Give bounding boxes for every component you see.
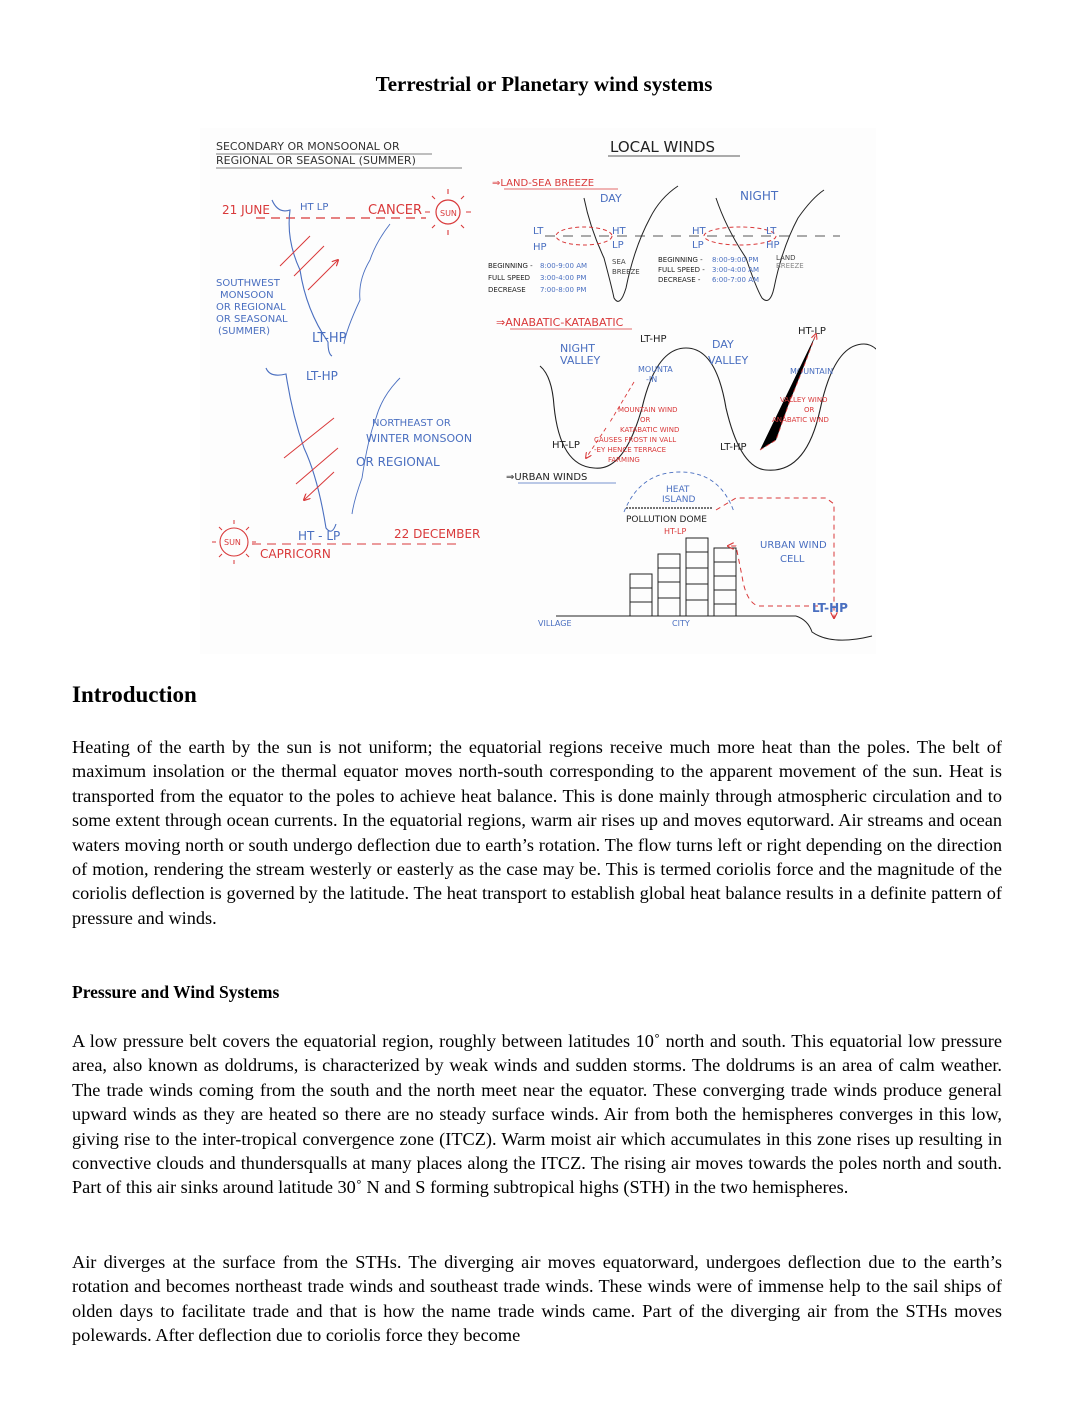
northeast-monsoon-line-2: WINTER MONSOON [366, 432, 473, 445]
night-left-bottom: LP [692, 240, 704, 251]
introduction-heading: Introduction [72, 682, 197, 707]
night-timing-value: 3:00-4:00 AM [712, 266, 760, 274]
winter-land-pressure: LT-HP [306, 369, 338, 383]
night-timing-value: 8:00-9:00 PM [712, 256, 759, 264]
valley-pressure-1: HT-LP [552, 440, 580, 451]
anabatic-katabatic-heading: ⇒ANABATIC-KATABATIC [496, 316, 624, 329]
monsoon-heading-line1: SECONDARY OR MONSOONAL OR [216, 140, 400, 153]
page-title: Terrestrial or Planetary wind systems [375, 72, 713, 96]
summer-land-pressure: LT-HP [312, 331, 347, 346]
mountain-label-1: -IN [646, 375, 658, 384]
day-valley-label: DAY [712, 338, 734, 351]
local-winds-heading: LOCAL WINDS [610, 138, 716, 156]
anabatic-label: OR [804, 406, 815, 414]
southwest-monsoon-line-1: SOUTHWEST [216, 278, 280, 289]
night-left-top: HT [692, 226, 706, 237]
night-right-top: LT [766, 226, 777, 237]
urban-wind-cell-label: CELL [780, 554, 805, 565]
day-label: DAY [600, 192, 622, 205]
northeast-monsoon-line-1: NORTHEAST OR [372, 418, 451, 429]
pressure-wind-heading: Pressure and Wind Systems [72, 982, 280, 1002]
urban-wind-cell-label: URBAN WIND [760, 540, 827, 551]
tropic-capricorn-label: CAPRICORN [260, 547, 331, 561]
pollution-dome-label: POLLUTION DOME [626, 515, 707, 525]
night-timing-label: DECREASE - [658, 276, 701, 284]
day-left-bottom: HP [533, 242, 547, 253]
southwest-monsoon-line-5: (SUMMER) [218, 326, 270, 337]
mountain-label-1: MOUNTA [638, 365, 673, 374]
summer-pressure: HT LP [300, 202, 329, 213]
night-timing-label: BEGINNING - [658, 256, 703, 264]
sea-breeze-line-2: BREEZE [612, 268, 640, 276]
katabatic-label: KATABATIC WIND [620, 426, 680, 434]
pressure-wind-paragraph-2: Air diverges at the surface from the STHs. The diverging air moves equatorward, undergoes deflection due to the earth’s rotation and becomes northeast trade winds and southeast trade winds. These winds were of immense help to the sail ships of olden days to facilitate trade and that is how the name trade winds came. Part of the diverging air from the STHs moves polewards. After deflection due to coriolis force they become [72, 1252, 1002, 1346]
night-right-bottom: HP [766, 240, 780, 251]
land-breeze-line-2: BREEZE [776, 262, 804, 270]
urban-outer-pressure: LT-HP [812, 601, 848, 615]
monsoon-heading-line2: REGIONAL OR SEASONAL (SUMMER) [216, 154, 416, 167]
anabatic-label: VALLEY WIND [780, 396, 828, 404]
frost-note: FARMING [608, 456, 640, 464]
katabatic-label: MOUNTAIN WIND [618, 406, 678, 414]
sun-icon-winter [212, 520, 256, 564]
southwest-monsoon-line-2: MONSOON [220, 290, 274, 301]
urban-winds-heading: ⇒URBAN WINDS [506, 472, 588, 483]
summer-date: 21 JUNE [222, 203, 270, 217]
heat-island-label: ISLAND [662, 495, 696, 505]
land-breeze-line-1: LAND [776, 254, 796, 262]
village-label: VILLAGE [538, 619, 572, 628]
valley-pressure-2: LT-HP [720, 442, 747, 453]
peak-pressure-2: HT-LP [798, 326, 826, 337]
svg-text:SUN: SUN [440, 209, 457, 218]
anabatic-label: ANABATIC WIND [772, 416, 829, 424]
sun-icon-summer [425, 189, 471, 235]
day-timing-value: 3:00-4:00 PM [540, 274, 587, 282]
night-timing-value: 6:00-7:00 AM [712, 276, 760, 284]
wind-systems-diagram [200, 128, 876, 654]
day-timing-value: 8:00-9:00 AM [540, 262, 588, 270]
sea-breeze-line-1: SEA [612, 258, 626, 266]
night-label: NIGHT [740, 189, 779, 203]
winter-date: 22 DECEMBER [394, 527, 481, 541]
city-buildings [630, 538, 736, 616]
northeast-monsoon-line-3: OR REGIONAL [356, 455, 440, 469]
land-sea-breeze-heading: ⇒LAND-SEA BREEZE [492, 178, 595, 189]
mountain-label-2: MOUNTAIN [790, 367, 834, 376]
monsoon-panel [212, 140, 480, 564]
peak-pressure-1: LT-HP [640, 334, 667, 345]
tropic-cancer-label: CANCER [368, 203, 423, 218]
night-timing-label: FULL SPEED - [658, 266, 705, 274]
heat-island-label: HEAT [666, 485, 690, 495]
southwest-monsoon-line-3: OR REGIONAL [216, 302, 286, 313]
katabatic-label: OR [640, 416, 651, 424]
day-timing-value: 7:00-8:00 PM [540, 286, 587, 294]
winter-pressure: HT - LP [298, 529, 341, 543]
introduction-paragraph: Heating of the earth by the sun is not uniform; the equatorial regions receive much more heat than the poles. The belt of maximum insolation or the thermal equator moves north-south corresponding to the apparent movement of the sun. Heat is transported from the equator to the poles to achieve heat balance. This is done mainly through atmospheric circulation and to some extent through ocean currents. In the equatorial regions, warm air rises up and moves equtorward. Air streams and ocean waters moving north or south undergo deflection due to earth’s rotation. The flow turns left or right depending on the direction of motion, rendering the stream westerly or easterly as the case may be. This is termed coriolis force and the magnitude of the coriolis deflection is governed by the latitude. The heat transport to establish global heat balance results in a definite pattern of pressure and winds. [72, 737, 1002, 928]
pressure-wind-paragraph-1: A low pressure belt covers the equatorial region, roughly between latitudes 10˚ north and south. This equatorial low pressure area, also known as doldrums, is characterized by weak winds and sudden storms. The doldrums is an area of calm weather. The trade winds coming from the south and the north meet near the equator. These converging trade winds produce general upward winds as they are heated so there are no steady surface winds. Air from both the hemispheres converges in this low, giving rise to the inter-tropical convergence zone (ITCZ). Warm moist air which accumulates in this zone rises up resulting in convective clouds and thundersqualls at many places along the ITCZ. The rising air moves towards the poles north and south. Part of this air sinks around latitude 30˚ N and S forming subtropical highs (STH) in the two hemispheres. [72, 1031, 1002, 1198]
local-winds-panel [488, 138, 876, 640]
night-valley-label: VALLEY [560, 354, 601, 367]
day-right-bottom: LP [612, 240, 624, 251]
day-timing-label: FULL SPEED [488, 274, 531, 282]
day-left-top: LT [533, 226, 544, 237]
urban-center-pressure: HT-LP [664, 527, 687, 536]
frost-note: CAUSES FROST IN VALL [594, 436, 677, 444]
day-timing-label: BEGINNING - [488, 262, 533, 270]
night-valley-label: NIGHT [560, 342, 595, 355]
day-timing-label: DECREASE [488, 286, 526, 294]
southwest-monsoon-line-4: OR SEASONAL [216, 314, 288, 325]
day-right-top: HT [612, 226, 626, 237]
svg-text:SUN: SUN [224, 538, 241, 547]
frost-note: -EY HENCE TERRACE [594, 446, 667, 454]
city-label: CITY [672, 619, 690, 628]
day-valley-label: VALLEY [708, 354, 749, 367]
